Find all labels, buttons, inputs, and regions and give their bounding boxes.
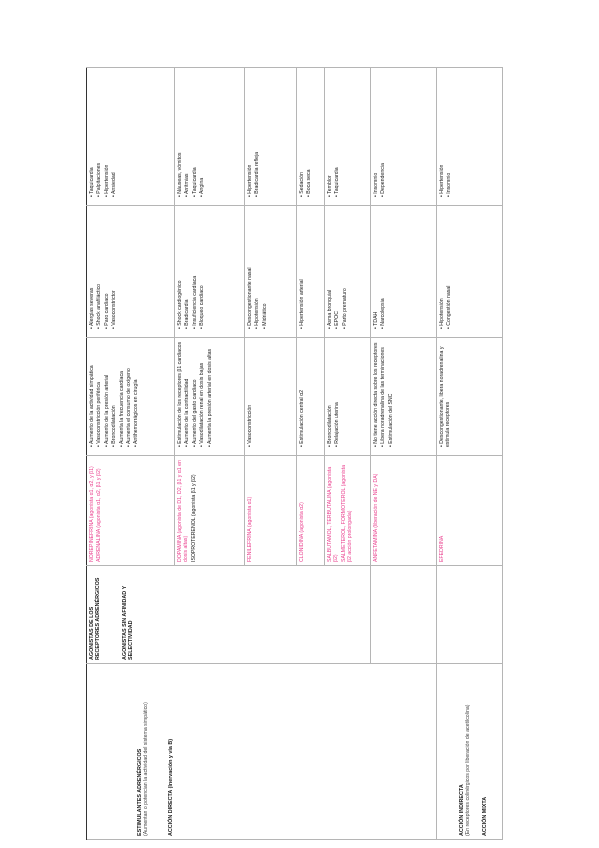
adverse-cell xyxy=(175,68,245,206)
effects-cell xyxy=(371,338,437,456)
adverse-item: • Taquicardia xyxy=(89,167,95,197)
rotated-table-container xyxy=(86,68,502,840)
effect-item: • Estimulación de los receptores β1 cardíacos xyxy=(177,341,183,447)
drug-name: CLONIDINA (agonista α2) xyxy=(299,502,305,562)
drug-summary-table xyxy=(86,67,503,840)
adverse-item: • Palpitaciones xyxy=(96,162,103,197)
adverse-cell xyxy=(371,68,437,206)
adverse-item: • Sedación xyxy=(299,172,305,197)
drug-name: ISOPROTERENOL (agonista β1 y β2) xyxy=(190,474,197,562)
effect-item: • Broncodilatación xyxy=(327,405,333,447)
effects-cell xyxy=(437,338,503,456)
use-item: • Hipertensión arterial xyxy=(299,279,305,329)
use-item: • Bradicardia xyxy=(184,299,191,329)
use-item: • Shock anafiláctico xyxy=(96,283,103,329)
adverse-cell xyxy=(437,68,503,206)
uses-cell xyxy=(371,206,437,338)
effects-cell xyxy=(297,338,325,456)
effect-item: • Aumenta la presión arterial en dosis altas xyxy=(206,348,213,447)
effect-item: • Aumenta la frecuencia cardíaca xyxy=(118,371,125,447)
effects-cell xyxy=(175,338,245,456)
drug-cell xyxy=(325,456,371,566)
directa-cell xyxy=(87,664,437,840)
estimulantes-label: ESTIMULANTES ADRENÉRGICOS xyxy=(137,748,143,836)
use-item: • Narcolepsia xyxy=(380,298,387,329)
adverse-item: • Taquicardia xyxy=(191,167,198,197)
adverse-item: • Dependencia xyxy=(380,163,387,197)
use-item: • Insuficiencia cardíaca xyxy=(191,275,198,329)
drug-cell xyxy=(371,456,437,566)
effect-item: • Vasoconstricción xyxy=(247,404,253,447)
drug-name: DOPAMINA (agonista de D1, D2, β1 y α1 en dosis altas) xyxy=(177,460,190,562)
effect-item: • Aumento del gasto cardíaco xyxy=(191,379,198,447)
use-item: • Parto prematuro xyxy=(341,288,348,329)
drug-name: ADRENALINA (agonista α1, α2, β1 y β2) xyxy=(96,468,103,562)
effect-item: • Descongestionante, libera noradrenalina y estimula receptores xyxy=(439,346,452,447)
category-label: AGONISTAS DE LOS RECEPTORES ADRENÉRGICOS xyxy=(89,577,102,660)
adverse-cell xyxy=(245,68,297,206)
adverse-item: • Hipertensión xyxy=(103,164,110,197)
drug-name: EFEDRINA xyxy=(439,535,445,562)
drug-cell xyxy=(297,456,325,566)
empty-cell xyxy=(371,566,437,664)
adverse-item: • Taquicardia xyxy=(334,167,341,197)
adverse-item: • Insomnio xyxy=(373,172,379,197)
effect-item: • Estimulación del SNC xyxy=(387,393,394,447)
effect-item: • Vasodilatación renal en dosis bajas xyxy=(199,362,206,447)
use-item: • Bloqueo cardíaco xyxy=(199,285,206,329)
use-item: • Asma bronquial xyxy=(327,289,333,329)
adverse-item: • Ansiedad xyxy=(111,172,118,197)
mixta-label: ACCIÓN MIXTA xyxy=(481,796,488,836)
adverse-cell xyxy=(297,68,325,206)
effect-item: • Antihemorrágicos en cirugía xyxy=(133,379,140,447)
drug-name: NOREPINEFRINA (agonista α1, α2, y β1) xyxy=(89,466,95,562)
use-item: • Vasoconstrictor xyxy=(111,290,118,329)
uses-cell xyxy=(175,206,245,338)
effects-cell xyxy=(325,338,371,456)
drug-name: FENILEFRINA (agonista α1) xyxy=(247,496,253,562)
drug-name: ANFETAMINA (liberación de NE y DA) xyxy=(373,473,379,562)
effect-item: • Estimulación central α2 xyxy=(299,389,305,447)
adverse-item: • Bradicardia refleja xyxy=(254,151,261,197)
effect-item: • Aumento de la actividad simpática xyxy=(89,365,95,447)
effects-cell xyxy=(245,338,297,456)
use-item: • Hipotensión xyxy=(254,298,261,329)
use-item: • Hipotensión xyxy=(439,298,445,329)
adverse-cell xyxy=(325,68,371,206)
use-item: • TDAH xyxy=(373,311,379,329)
drug-cell xyxy=(245,456,297,566)
adverse-cell xyxy=(87,68,175,206)
adverse-item: • Angina xyxy=(199,177,206,197)
empty-cell xyxy=(437,566,503,664)
uses-cell xyxy=(87,206,175,338)
effect-item: • Aumenta el consumo de oxígeno xyxy=(126,368,133,447)
otros-label: AGONISTAS SIN AFINIDAD Y SELECTIVIDAD xyxy=(121,585,135,660)
effect-item: • Libera noradrenalina de las terminaciones xyxy=(380,347,387,447)
indirecta-desc: (En receptores colinérgicos por liberación de acetilcolina) xyxy=(465,704,472,836)
use-item: • Midriático xyxy=(261,303,268,329)
effect-item: • Aumento de la presión arterial xyxy=(103,374,110,447)
effect-item: • No tiene acción directa sobre los receptores xyxy=(373,342,379,447)
use-item: • Alergias severas xyxy=(89,287,95,329)
effect-item: • Relajación uterina xyxy=(334,402,341,447)
adverse-item: • Arritmias xyxy=(184,173,191,197)
effect-item: • Broncodilatación xyxy=(111,405,118,447)
use-item: • Shock cardiogénico xyxy=(177,280,183,329)
drug-cell xyxy=(87,456,175,566)
effects-cell xyxy=(87,338,175,456)
drug-cell xyxy=(437,456,503,566)
uses-cell xyxy=(437,206,503,338)
adverse-item: • Boca seca xyxy=(306,169,313,197)
adverse-item: • Hipertensión xyxy=(439,164,445,197)
uses-cell xyxy=(245,206,297,338)
directa-label: ACCIÓN DIRECTA (Inervación y vía B) xyxy=(167,738,174,836)
effect-item: • Vasoconstricción periférica xyxy=(96,382,103,447)
drug-name: SALMETEROL, FORMOTEROL (agonista β2 acción prolongada) xyxy=(340,465,354,562)
indirecta-label: ACCIÓN INDIRECTA xyxy=(459,784,465,836)
drug-name: SALBUTAMOL, TERBUTALINA (agonista β2) xyxy=(327,466,340,562)
category-cell xyxy=(87,566,371,664)
adverse-item: • Náuseas, vómitos xyxy=(177,152,183,197)
adverse-item: • Hipertensión xyxy=(247,164,253,197)
effect-item: • Aumento de la contractilidad xyxy=(184,378,191,447)
estimulantes-desc: (Aumentan o potencian la actividad del sistema simpático) xyxy=(143,702,150,836)
use-item: • Paro cardíaco xyxy=(103,293,110,329)
uses-cell xyxy=(297,206,325,338)
use-item: • Congestión nasal xyxy=(446,285,453,329)
adverse-item: • Temblor xyxy=(327,175,333,197)
use-item: • Descongestionante nasal xyxy=(247,267,253,329)
use-item: • EPOC xyxy=(334,311,341,329)
mixta-cell xyxy=(437,664,503,840)
uses-cell xyxy=(325,206,371,338)
drug-cell xyxy=(175,456,245,566)
adverse-item: • Insomnio xyxy=(446,172,453,197)
